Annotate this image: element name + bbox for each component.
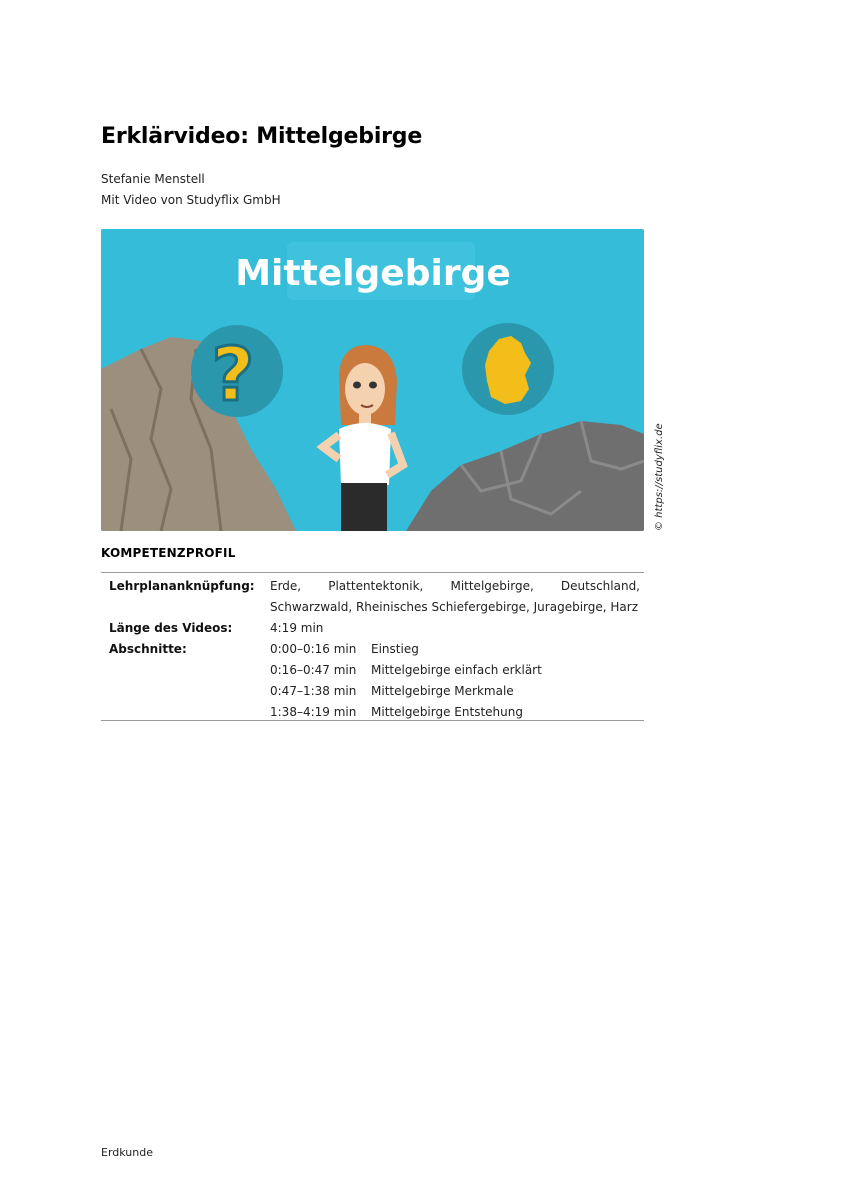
section-title: Einstieg	[371, 642, 419, 656]
section-time: 0:16–0:47 min	[270, 663, 357, 677]
video-length-value: 4:19 min	[270, 621, 324, 635]
section-title: Mittelgebirge Merkmale	[371, 684, 514, 698]
video-length-row	[101, 615, 644, 636]
section-title: Mittelgebirge Entstehung	[371, 705, 523, 719]
section-row	[101, 678, 644, 699]
competence-profile-table	[101, 572, 644, 721]
page-title: Erklärvideo: Mittelgebirge	[101, 124, 423, 149]
video-length-label: Länge des Videos:	[109, 621, 233, 635]
video-title-text: Mittelgebirge	[235, 253, 511, 294]
video-thumbnail[interactable]	[101, 229, 644, 531]
thumbnail-illustration	[101, 229, 644, 531]
author-name: Stefanie Menstell	[101, 172, 205, 186]
curriculum-value: Erde, Plattentektonik, Mittelgebirge, Deutschland, Schwarzwald, Rheinisches Schiefergebirge, Juragebirge, Harz	[270, 579, 640, 614]
section-time: 1:38–4:19 min	[270, 705, 357, 719]
competence-profile-heading: KOMPETENZPROFIL	[101, 546, 236, 560]
section-time: 0:47–1:38 min	[270, 684, 357, 698]
sections-label: Abschnitte:	[109, 642, 187, 656]
section-title: Mittelgebirge einfach erklärt	[371, 663, 542, 677]
copyright-notice: © https://studyflix.de	[654, 423, 665, 531]
question-mark-icon: ?	[211, 332, 255, 418]
video-credit: Mit Video von Studyflix GmbH	[101, 193, 281, 207]
section-row	[101, 657, 644, 678]
section-row	[101, 699, 644, 720]
section-time: 0:00–0:16 min	[270, 642, 357, 656]
curriculum-row	[101, 573, 644, 615]
section-row	[101, 636, 644, 657]
curriculum-label: Lehrplananknüpfung:	[109, 579, 255, 593]
subject-footer: Erdkunde	[101, 1146, 153, 1159]
